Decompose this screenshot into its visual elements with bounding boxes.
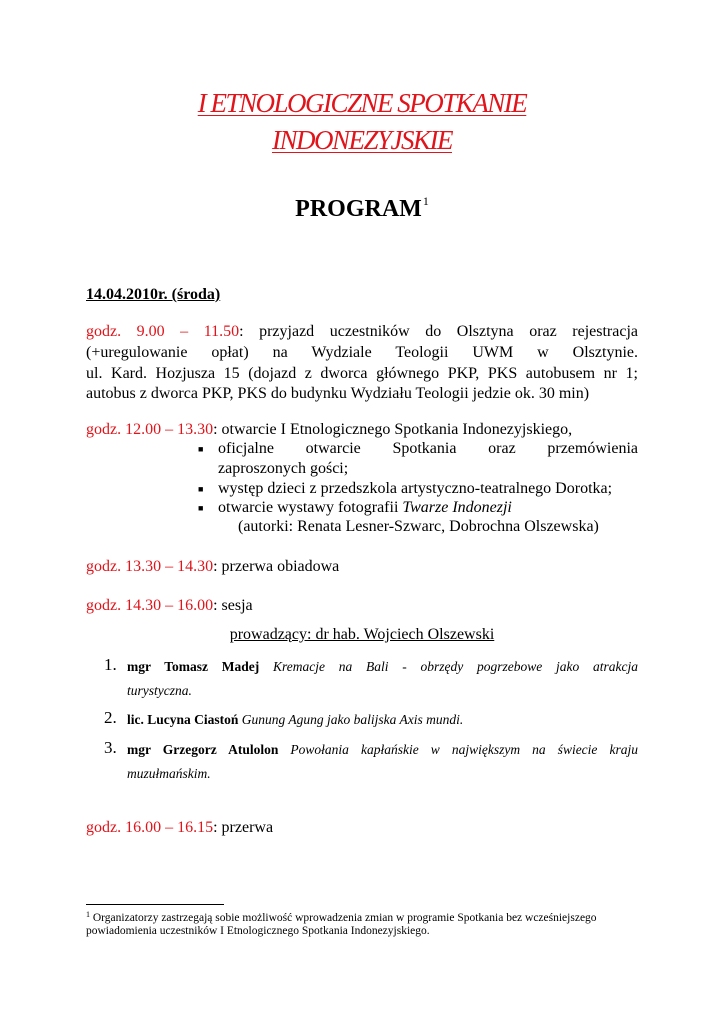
session-1-desc-line-2: (+uregulowanie opłat) na Wydziale Teologii UWM w Olsztynie. — [86, 344, 638, 361]
title-line-2: INDONEZYJSKIE — [271, 125, 452, 155]
bullet-3-italic: Twarze Indonezji — [402, 499, 512, 516]
talk-3-title-1: Powołania kapłańskie w największym na świecie kraju — [290, 742, 638, 757]
session-5-desc: : przerwa — [213, 819, 274, 836]
moderator-text: prowadzący: dr hab. Wojciech Olszewski — [229, 626, 495, 643]
session-2-line — [86, 421, 572, 439]
session-5-line — [86, 819, 273, 837]
footnote-reference: 1 — [422, 194, 429, 208]
moderator — [0, 626, 724, 644]
title-line-1: I ETNOLOGICZNE SPOTKANIE — [197, 88, 527, 118]
footnote-mark: 1 — [86, 910, 90, 919]
talk-2-line-1 — [127, 712, 638, 728]
bullet-1-line-1: oficjalne otwarcie Spotkania oraz przemówienia — [218, 440, 638, 457]
bullet-3-sub: (autorki: Renata Lesner-Szwarc, Dobrochna Olszewska) — [238, 518, 599, 535]
session-4-line — [86, 597, 253, 615]
footnote-line-1 — [86, 910, 597, 924]
talk-3-speaker: mgr Grzegorz Atulolon — [127, 742, 279, 757]
session-1-desc-line-4: autobus z dworca PKP, PKS do budynku Wydziału Teologii jedzie ok. 30 min) — [86, 385, 590, 402]
session-3-time: godz. 13.30 – 14.30 — [86, 558, 214, 575]
square-bullet-icon: ■ — [198, 444, 204, 454]
session-1-desc-line-3: ul. Kard. Hozjusza 15 (dojazd z dworca głównego PKP, PKS autobusem nr 1; — [86, 365, 638, 382]
talk-1-number: 1. — [104, 655, 117, 674]
talk-3-title-2: muzułmańskim. — [127, 766, 211, 781]
talk-3-line-1 — [127, 742, 638, 758]
session-4-time: godz. 14.30 – 16.00 — [86, 597, 214, 614]
talk-1-title-2: turystyczna. — [127, 683, 192, 698]
session-4-desc: : sesja — [213, 597, 253, 614]
talk-1-speaker: mgr Tomasz Madej — [127, 659, 260, 674]
program-heading — [0, 194, 724, 223]
footnote-divider — [86, 904, 224, 905]
session-1-desc-line-1: : przyjazd uczestników do Olsztyna oraz rejestracja — [239, 323, 638, 340]
square-bullet-icon: ■ — [198, 484, 204, 494]
bullet-3-text: otwarcie wystawy fotografii — [218, 499, 403, 516]
square-bullet-icon: ■ — [198, 503, 204, 513]
bullet-3-line — [218, 499, 512, 517]
session-1-line-1 — [86, 323, 638, 341]
session-2-desc: : otwarcie I Etnologicznego Spotkania Indonezyjskiego, — [213, 421, 573, 438]
session-5-time: godz. 16.00 – 16.15 — [86, 819, 214, 836]
bullet-2-line: występ dzieci z przedszkola artystyczno-teatralnego Dorotka; — [218, 480, 613, 497]
talk-1-title-1: Kremacje na Bali - obrzędy pogrzebowe jako atrakcja — [273, 659, 639, 674]
event-date: 14.04.2010r. (środa) — [86, 286, 221, 303]
session-3-desc: : przerwa obiadowa — [213, 558, 340, 575]
talk-1-line-1 — [127, 659, 638, 675]
footnote-text-1: Organizatorzy zastrzegają sobie możliwość wprowadzenia zmian w programie Spotkania bez wcześniejszego — [90, 912, 597, 924]
talk-2-speaker: lic. Lucyna Ciastoń — [127, 712, 239, 727]
talk-2-number: 2. — [104, 708, 117, 727]
talk-3-number: 3. — [104, 738, 117, 757]
session-2-time: godz. 12.00 – 13.30 — [86, 421, 214, 438]
program-heading-text: PROGRAM — [295, 196, 422, 222]
session-3-line — [86, 558, 339, 576]
talk-2-title-1: Gunung Agung jako balijska Axis mundi. — [241, 712, 464, 727]
session-1-time: godz. 9.00 – 11.50 — [86, 323, 240, 340]
footnote-line-2: powiadomienia uczestników I Etnologicznego Spotkania Indonezyjskiego. — [86, 925, 430, 937]
bullet-1-line-2: zaproszonych gości; — [218, 460, 349, 477]
